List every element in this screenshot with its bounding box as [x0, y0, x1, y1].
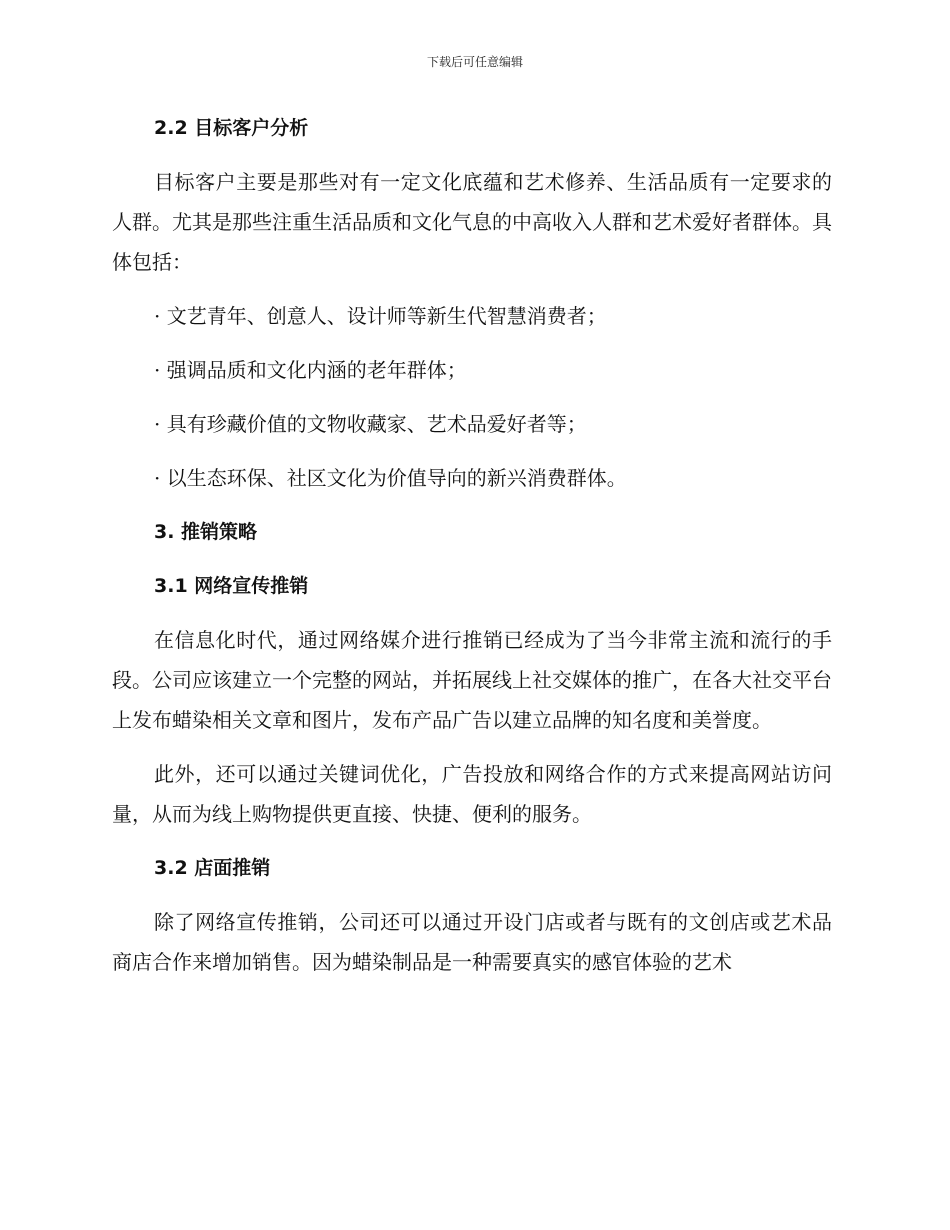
bullet-item-4: · 以生态环保、社区文化为价值导向的新兴消费群体。 [154, 466, 627, 490]
section-heading-2-2: 2.2 目标客户分析 [154, 117, 309, 139]
paragraph-online-promotion: 在信息化时代，通过网络媒介进行推销已经成为了当今非常主流和流行的手段。公司应该建立一个完整的网站，并拓展线上社交媒体的推广，在各大社交平台上发布蜡染相关文章和图片，发布产品广告以建立品牌的知名度和美誉度。 [112, 628, 832, 732]
paragraph-online-promotion-extra: 此外，还可以通过关键词优化，广告投放和网络合作的方式来提高网站访问量，从而为线上购物提供更直接、快捷、便利的服务。 [112, 762, 832, 826]
paragraph-store-promotion: 除了网络宣传推销，公司还可以通过开设门店或者与既有的文创店或艺术品商店合作来增加销售。因为蜡染制品是一种需要真实的感官体验的艺术 [112, 910, 832, 974]
paragraph-target-customers: 目标客户主要是那些对有一定文化底蕴和艺术修养、生活品质有一定要求的人群。尤其是那些注重生活品质和文化气息的中高收入人群和艺术爱好者群体。具体包括： [112, 170, 832, 274]
document-body [112, 108, 832, 996]
section-heading-3: 3. 推销策略 [154, 521, 258, 543]
bullet-item-3: · 具有珍藏价值的文物收藏家、艺术品爱好者等； [154, 412, 587, 436]
section-heading-3-1: 3.1 网络宣传推销 [154, 575, 309, 597]
bullet-item-2: · 强调品质和文化内涵的老年群体； [154, 358, 467, 382]
section-heading-3-2: 3.2 店面推销 [154, 857, 271, 879]
bullet-item-1: · 文艺青年、创意人、设计师等新生代智慧消费者； [154, 304, 607, 328]
page-header: 下载后可任意编辑 [426, 55, 523, 69]
